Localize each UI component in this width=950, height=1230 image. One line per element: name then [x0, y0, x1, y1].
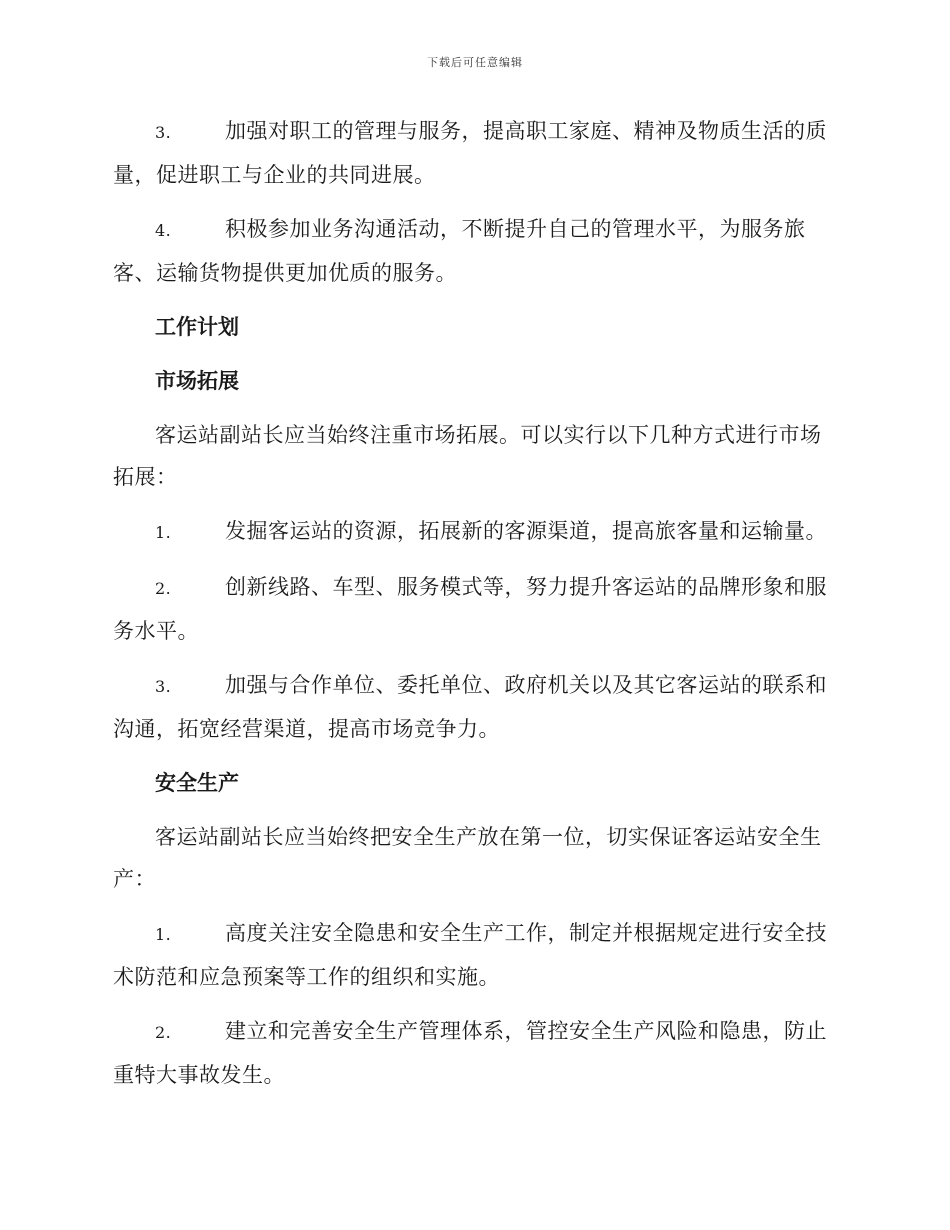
list-item	[113, 208, 835, 294]
list-text: 积极参加业务沟通活动，不断提升自己的管理水平，为服务旅客、运输货物提供更加优质的服务。	[113, 217, 806, 285]
list-text: 建立和完善安全生产管理体系，管控安全生产风险和隐患，防止重特大事故发生。	[113, 1019, 827, 1087]
list-text: 高度关注安全隐患和安全生产工作，制定并根据规定进行安全技术防范和应急预案等工作的组织和实施。	[113, 921, 827, 989]
section-heading-safety-production: 安全生产	[155, 771, 239, 795]
list-number: 2.	[155, 1023, 172, 1042]
paragraph: 客运站副站长应当始终把安全生产放在第一位，切实保证客运站安全生产：	[113, 825, 822, 891]
list-item	[113, 1010, 835, 1096]
list-item	[113, 110, 835, 196]
list-number: 2.	[155, 579, 172, 598]
list-text: 加强对职工的管理与服务，提高职工家庭、精神及物质生活的质量，促进职工与企业的共同进展。	[113, 119, 827, 187]
list-item	[113, 566, 835, 652]
paragraph: 客运站副站长应当始终注重市场拓展。可以实行以下几种方式进行市场拓展：	[113, 423, 822, 489]
header-note: 下载后可任意编辑	[427, 56, 523, 69]
list-text: 创新线路、车型、服务模式等，努力提升客运站的品牌形象和服务水平。	[113, 575, 827, 643]
list-number: 4.	[155, 221, 172, 240]
list-text: 发掘客运站的资源，拓展新的客源渠道，提高旅客量和运输量。	[225, 519, 827, 543]
list-number: 1.	[155, 523, 172, 542]
list-item	[113, 664, 835, 750]
list-text: 加强与合作单位、委托单位、政府机关以及其它客运站的联系和沟通，拓宽经营渠道，提高市场竞争力。	[113, 673, 827, 741]
list-number: 1.	[155, 925, 172, 944]
document-body	[113, 110, 835, 1108]
list-number: 3.	[155, 123, 172, 142]
list-number: 3.	[155, 677, 172, 696]
section-heading-market-expansion: 市场拓展	[155, 369, 239, 393]
section-heading-work-plan: 工作计划	[155, 315, 239, 339]
list-item	[113, 510, 835, 554]
list-item	[113, 912, 835, 998]
